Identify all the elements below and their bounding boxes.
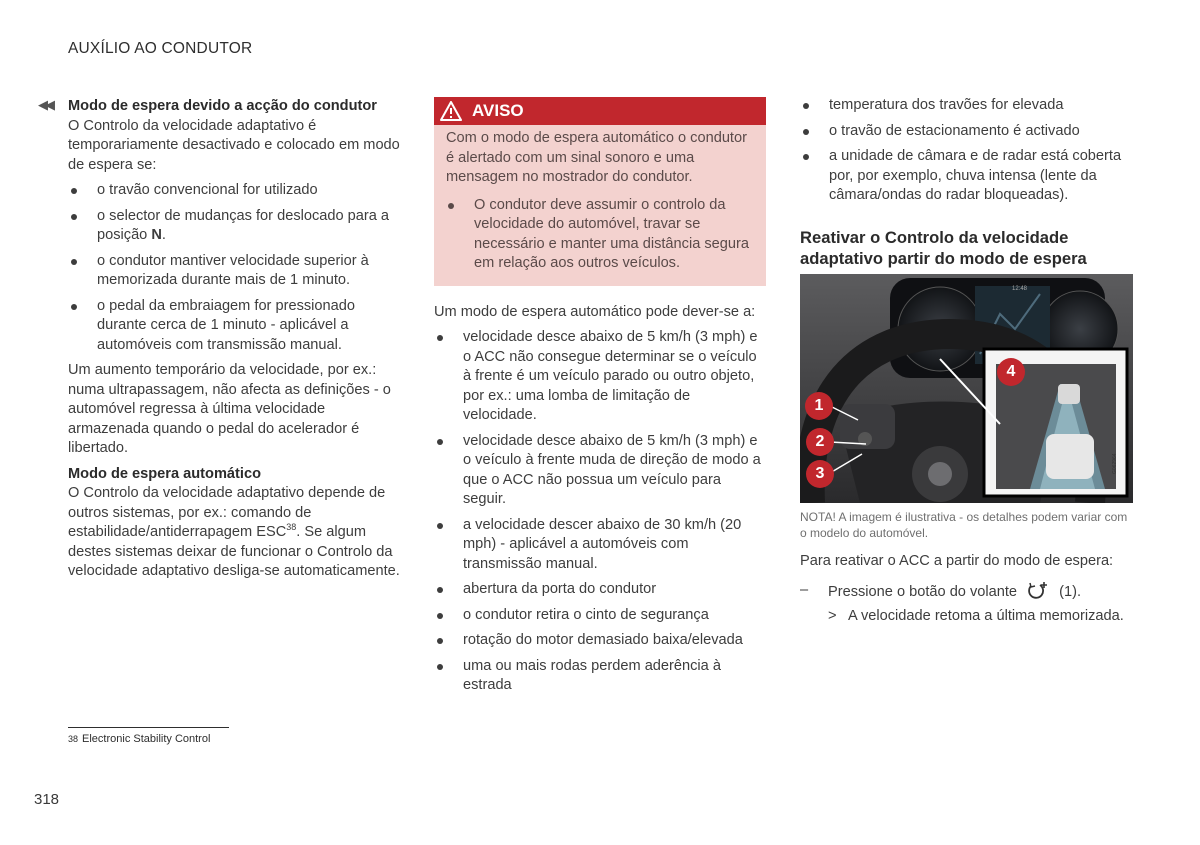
bullet-icon [71, 188, 77, 194]
bullet-icon [437, 638, 443, 644]
warning-bullet: O condutor deve assumir o controlo da velocidade do automóvel, travar se necessário e manter uma distância segura em relação aos outros veículos. [446, 196, 754, 274]
callout-badge-3: 3 [806, 460, 834, 488]
gear-position-n: N [151, 227, 162, 243]
continued-arrow-icon: ◀◀ [38, 97, 52, 112]
list-item: velocidade desce abaixo de 5 km/h (3 mph) e o veículo à frente muda de direção de modo a que o ACC não possua um veículo para seguir. [434, 432, 766, 510]
list-item: temperatura dos travões for elevada [800, 96, 1135, 116]
callout-badge-4: 4 [997, 358, 1025, 386]
list-item: uma ou mais rodas perdem aderência à estrada [434, 657, 766, 696]
bullet-icon [437, 587, 443, 593]
column-1 [68, 97, 403, 582]
bullet-icon [803, 154, 809, 160]
column-3 [800, 96, 1135, 626]
list-item: o condutor mantiver velocidade superior à memorizada durante mais de 1 minuto. [68, 252, 403, 291]
bullet-icon [437, 335, 443, 341]
warning-box [434, 97, 766, 286]
automatic-standby-paragraph: O Controlo da velocidade adaptativo depende de outros sistemas, por ex.: comando de estabilidade/antiderrapagem ESC$^{38}$. Se algum destes sistemas deixar de funcionar o Controlo da velocidade adaptativo desliga-se automaticamente. [68, 485, 400, 579]
resume-button-icon [1027, 581, 1049, 599]
steering-wheel-drawing [800, 274, 1133, 503]
warning-body [434, 125, 766, 286]
warning-title: AVISO [472, 101, 524, 121]
bullet-icon [437, 664, 443, 670]
bullet-icon [71, 259, 77, 265]
list-item: a unidade de câmara e de radar está coberta por, por exemplo, chuva intensa (lente da câmara/ondas do radar bloqueadas). [800, 147, 1135, 206]
column-2 [434, 97, 766, 696]
bullet-icon [437, 439, 443, 445]
standby-conditions-cont-list [800, 96, 1135, 206]
standby-conditions-list [68, 181, 403, 355]
list-item: o selector de mudanças for deslocado para a posição N. [68, 207, 403, 246]
list-item: rotação do motor demasiado baixa/elevada [434, 631, 766, 651]
figure-caption: NOTA! A imagem é ilustrativa - os detalhes podem variar com o modelo do automóvel. [800, 509, 1128, 540]
speed-increase-paragraph: Um aumento temporário da velocidade, por ex.: numa ultrapassagem, não afecta as definições - o automóvel regressa à última velocidade armazenada quando o pedal do acelerador é libertado. [68, 362, 391, 456]
figure-code: G062964 [1112, 452, 1118, 474]
bullet-icon [71, 214, 77, 220]
step-press-button: – Pressione o botão do volante (1). [800, 582, 1082, 600]
speed-readout: 76 [932, 320, 950, 338]
heading-automatic-standby: Modo de espera automático [68, 465, 261, 482]
bullet-icon [437, 523, 443, 529]
steering-wheel-illustration [800, 274, 1133, 503]
bullet-icon [71, 304, 77, 310]
warning-header [434, 97, 766, 125]
step-result: > A velocidade retoma a última memorizada. [828, 607, 1124, 624]
list-item: o condutor retira o cinto de segurança [434, 606, 766, 626]
list-item: o pedal da embraiagem for pressionado durante cerca de 1 minuto - aplicável a automóveis com transmissão manual. [68, 297, 403, 356]
warning-triangle-icon [440, 101, 462, 121]
list-item: o travão convencional for utilizado [68, 181, 403, 201]
auto-standby-causes-list [434, 328, 766, 696]
bullet-icon [803, 103, 809, 109]
clock-readout: 12:48 [1012, 285, 1028, 292]
bullet-icon [803, 129, 809, 135]
callout-badge-2: 2 [806, 428, 834, 456]
bullet-icon [448, 203, 454, 209]
page-number: 318 [34, 791, 60, 808]
auto-standby-intro: Um modo de espera automático pode dever-se a: [434, 303, 756, 320]
footnote: 38 Electronic Stability Control [68, 733, 211, 745]
list-item: o travão de estacionamento é activado [800, 122, 1135, 142]
running-header: AUXÍLIO AO CONDUTOR [68, 40, 253, 57]
intro-paragraph: O Controlo da velocidade adaptativo é temporariamente desactivado e colocado em modo de espera se: [68, 117, 400, 173]
list-item: abertura da porta do condutor [434, 580, 766, 600]
bullet-icon [437, 613, 443, 619]
footnote-divider [68, 727, 229, 728]
warning-text: Com o modo de espera automático o condutor é alertado com um sinal sonoro e uma mensagem no mostrador do condutor. [446, 130, 747, 185]
footnote-ref[interactable]: 38 [286, 522, 297, 533]
list-item: a velocidade descer abaixo de 30 km/h (20 mph) - aplicável a automóveis com transmissão manual. [434, 516, 766, 575]
list-item: velocidade desce abaixo de 5 km/h (3 mph) e o ACC não consegue determinar se o veículo à frente é um veículo parado ou outro objeto, por ex.: uma lomba de limitação de velocidade. [434, 328, 766, 426]
heading-driver-standby: Modo de espera devido a acção do condutor [68, 98, 377, 114]
callout-badge-1: 1 [805, 392, 833, 420]
heading-reactivate-acc: Reativar o Controlo da velocidade adaptativo partir do modo de espera [800, 227, 1087, 268]
reactivate-intro: Para reativar o ACC a partir do modo de espera: [800, 552, 1114, 569]
